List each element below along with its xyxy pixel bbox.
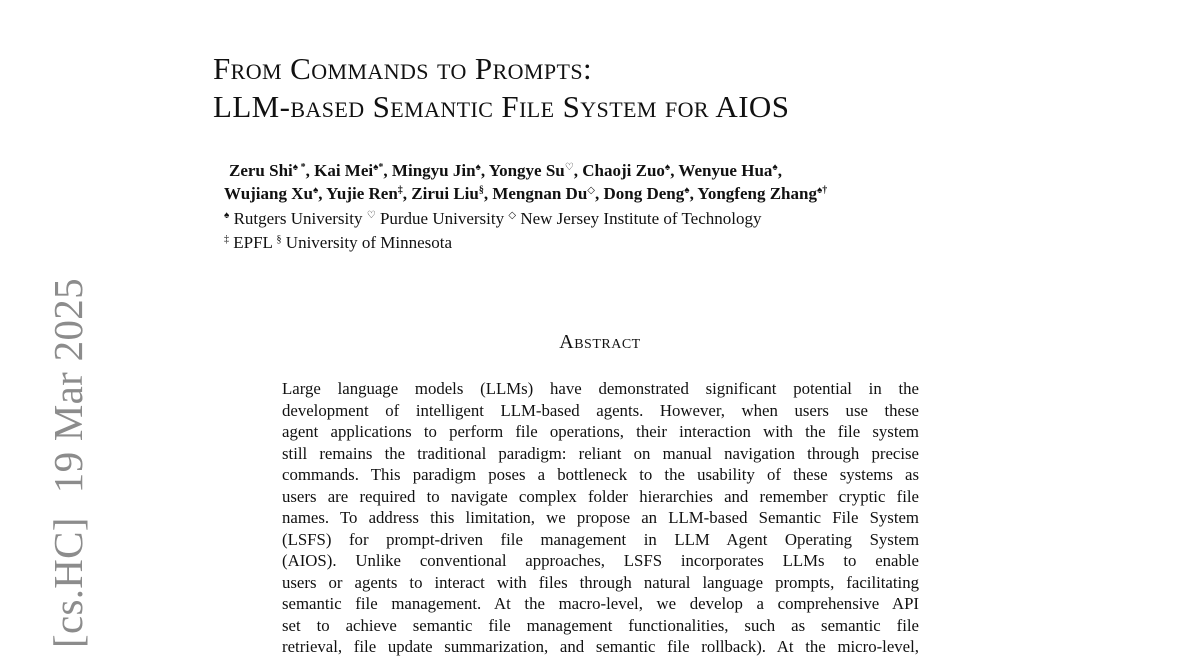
affiliation-row-2: [224, 231, 762, 255]
author-affiliation-mark: ♠ *: [292, 162, 306, 173]
paper-title: [213, 50, 789, 126]
title-line-1: From Commands to Prompts:: [213, 51, 593, 86]
author-affiliation-mark: ♠: [772, 162, 778, 173]
abstract-line: commands. This paradigm poses a bottleneck to the usability of these systems as: [282, 465, 919, 484]
affiliation-mark: ‡: [224, 234, 229, 245]
abstract-line: Large language models (LLMs) have demonstrated significant potential in the: [282, 379, 919, 398]
author-name: , Kai Mei: [305, 161, 374, 180]
abstract-line: still remains the traditional paradigm: reliant on manual navigation through precise: [282, 443, 919, 463]
abstract-line: users or agents to interact with files through natural language prompts, facilitating: [282, 572, 919, 592]
abstract-line: semantic file management. At the macro-level, we develop a comprehensive API: [282, 594, 919, 613]
affiliation-mark: ♠: [224, 210, 230, 221]
abstract-line: (AIOS). Unlike conventional approaches, LSFS incorporates LLMs to enable: [282, 551, 919, 570]
author-name: , Mengnan Du: [483, 184, 588, 203]
author-row-2: [224, 182, 827, 205]
author-row-1: [224, 159, 827, 182]
author-name: ,: [777, 161, 782, 180]
author-name: , Yujie Ren: [318, 184, 398, 203]
affiliation-mark: §: [276, 234, 282, 245]
author-name: Zeru Shi: [229, 161, 293, 180]
author-name: Wujiang Xu: [224, 184, 313, 203]
author-affiliation-mark: ♠: [664, 162, 671, 173]
abstract-line: users are required to navigate complex folder hierarchies and remember cryptic file: [282, 486, 919, 506]
abstract-line: development of intelligent LLM-based agents. However, when users use these: [282, 400, 919, 420]
author-affiliation-mark: ♠*: [373, 162, 384, 173]
affiliation-mark: ◇: [508, 210, 517, 221]
affiliation-name: Purdue University: [375, 209, 509, 228]
affiliation-mark: ♡: [366, 210, 376, 221]
author-affiliation-mark: ♠†: [816, 185, 828, 196]
abstract-line: names. To address this limitation, we propose an LLM-based Semantic File System: [282, 508, 919, 527]
author-list: [224, 159, 827, 205]
affiliation-list: [224, 207, 762, 255]
abstract-heading: Abstract: [559, 331, 641, 353]
affiliation-name: New Jersey Institute of Technology: [516, 209, 762, 228]
author-affiliation-mark: ‡: [397, 185, 403, 196]
abstract-line: retrieval, file update summarization, and semantic file rollback). At the micro-level,: [282, 637, 919, 656]
abstract-body: [282, 378, 919, 658]
author-affiliation-mark: ♠: [475, 162, 481, 173]
author-affiliation-mark: ♡: [564, 162, 574, 173]
author-name: , Zirui Liu: [402, 184, 479, 203]
arxiv-date: 19 Mar 2025: [45, 278, 91, 494]
author-name: , Yongfeng Zhang: [689, 184, 817, 203]
arxiv-category: [cs.HC]: [45, 517, 91, 648]
title-line-2: LLM-based Semantic File System for AIOS: [213, 89, 790, 124]
author-name: , Chaoji Zuo: [573, 161, 665, 180]
author-affiliation-mark: §: [478, 185, 484, 196]
author-name: , Wenyue Hua: [670, 161, 773, 180]
author-name: , Yongye Su: [480, 161, 565, 180]
affiliation-name: Rutgers University: [229, 209, 367, 228]
abstract-line: agent applications to perform file operations, their interaction with the file system: [282, 422, 919, 441]
affiliation-name: EPFL: [229, 233, 277, 252]
affiliation-row-1: [224, 207, 762, 231]
author-name: , Dong Deng: [594, 184, 685, 203]
affiliation-name: University of Minnesota: [281, 233, 452, 252]
author-affiliation-mark: ◇: [587, 185, 595, 196]
author-affiliation-mark: ♠: [312, 185, 319, 196]
author-name: , Mingyu Jin: [383, 161, 476, 180]
abstract-line: set to achieve semantic file management functionalities, such as semantic file: [282, 615, 919, 635]
author-affiliation-mark: ♠: [684, 185, 690, 196]
abstract-line: (LSFS) for prompt-driven file management in LLM Agent Operating System: [282, 529, 919, 549]
